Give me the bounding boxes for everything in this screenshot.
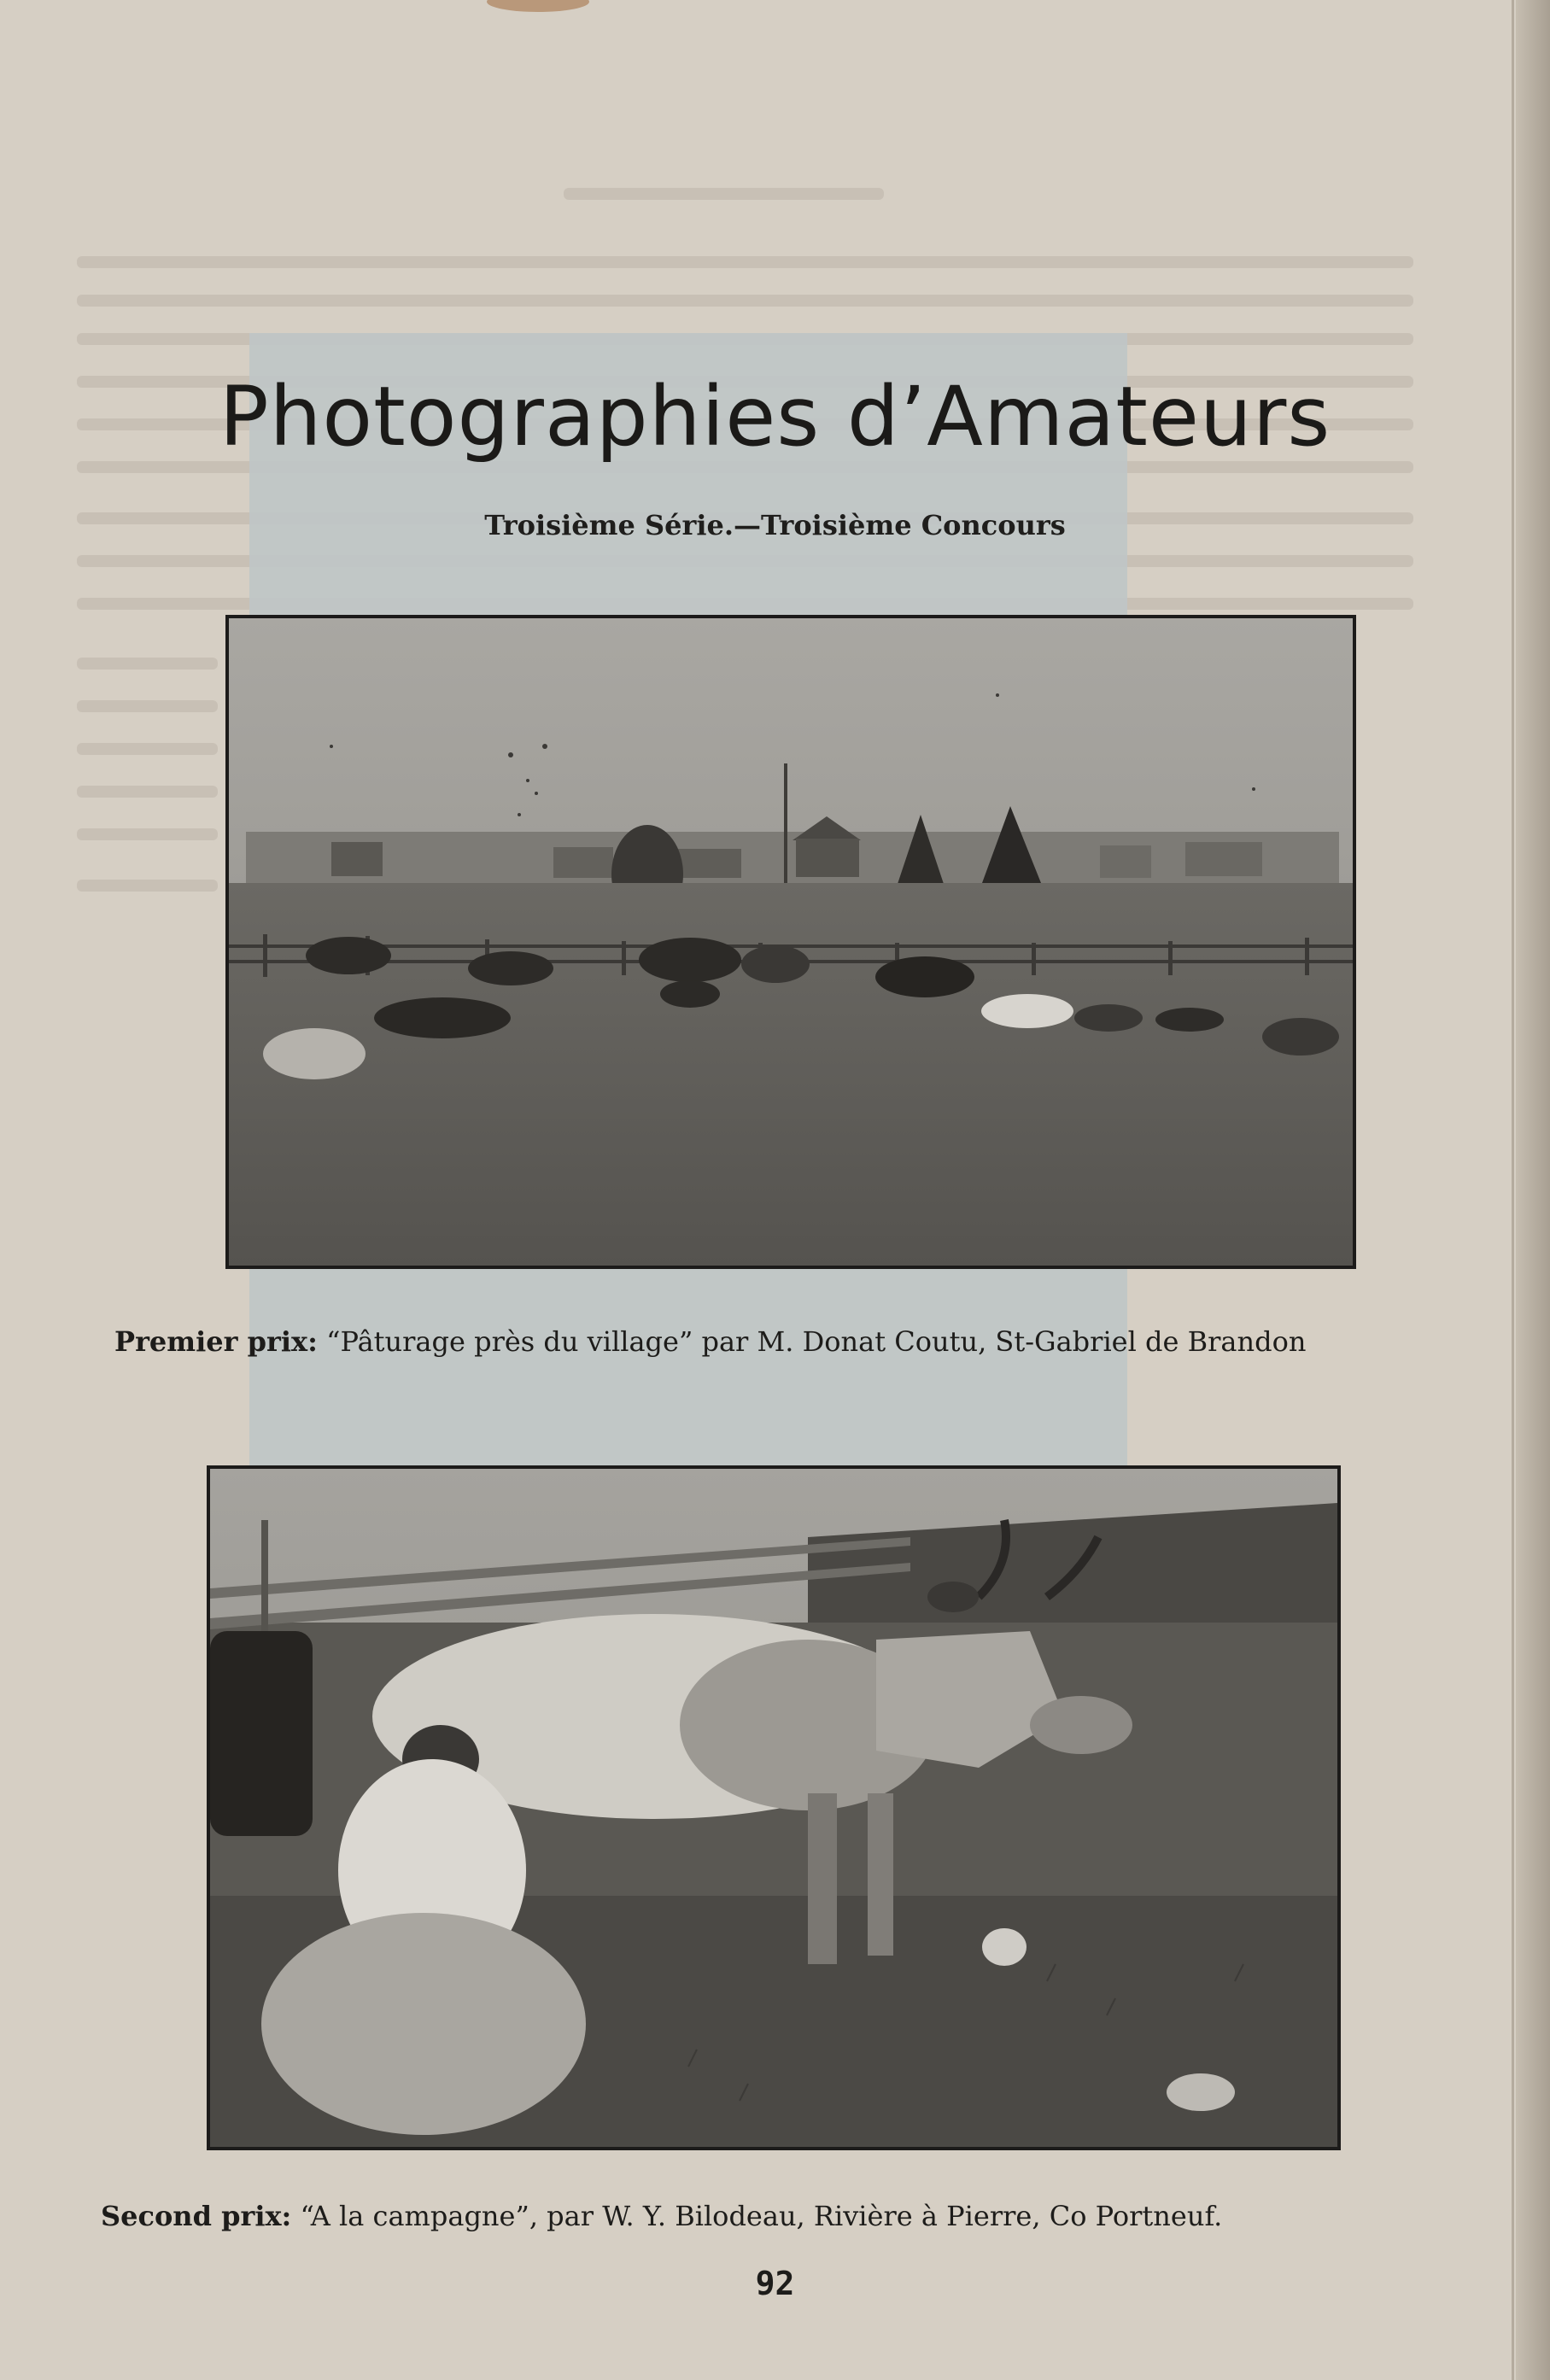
bleed-through-line — [77, 700, 218, 712]
bleed-through-line — [77, 880, 218, 892]
campagne-illustration — [210, 1469, 1337, 2147]
bleed-through-line — [77, 743, 218, 755]
page-number: 92 — [755, 2265, 795, 2302]
caption-premier-prix — [114, 1325, 1550, 1358]
page-fold-line — [1512, 0, 1514, 2380]
bleed-through-line — [77, 256, 1413, 268]
page-subtitle: Troisième Série.—Troisième Concours — [484, 509, 1066, 541]
caption-text: “Pâturage près du village” par M. Donat Coutu, St-Gabriel de Brandon — [317, 1325, 1307, 1358]
pasture-illustration — [229, 618, 1353, 1266]
caption-lead: Premier prix: — [114, 1325, 318, 1358]
photo-pasture — [225, 615, 1356, 1269]
caption-lead: Second prix: — [101, 2200, 292, 2232]
caption-text: “A la campagne”, par W. Y. Bilodeau, Rivière à Pierre, Co Portneuf. — [291, 2200, 1223, 2232]
caption-second-prix — [101, 2200, 1550, 2232]
page-title: Photographies d’Amateurs — [219, 369, 1331, 465]
bleed-through-line — [77, 658, 218, 670]
bleed-through-line — [564, 188, 884, 200]
page-stain — [487, 0, 589, 12]
bleed-through-line — [77, 786, 218, 798]
photo-campagne — [207, 1465, 1341, 2150]
bleed-through-line — [77, 828, 218, 840]
bleed-through-line — [77, 295, 1413, 307]
page-edge — [1516, 0, 1550, 2380]
